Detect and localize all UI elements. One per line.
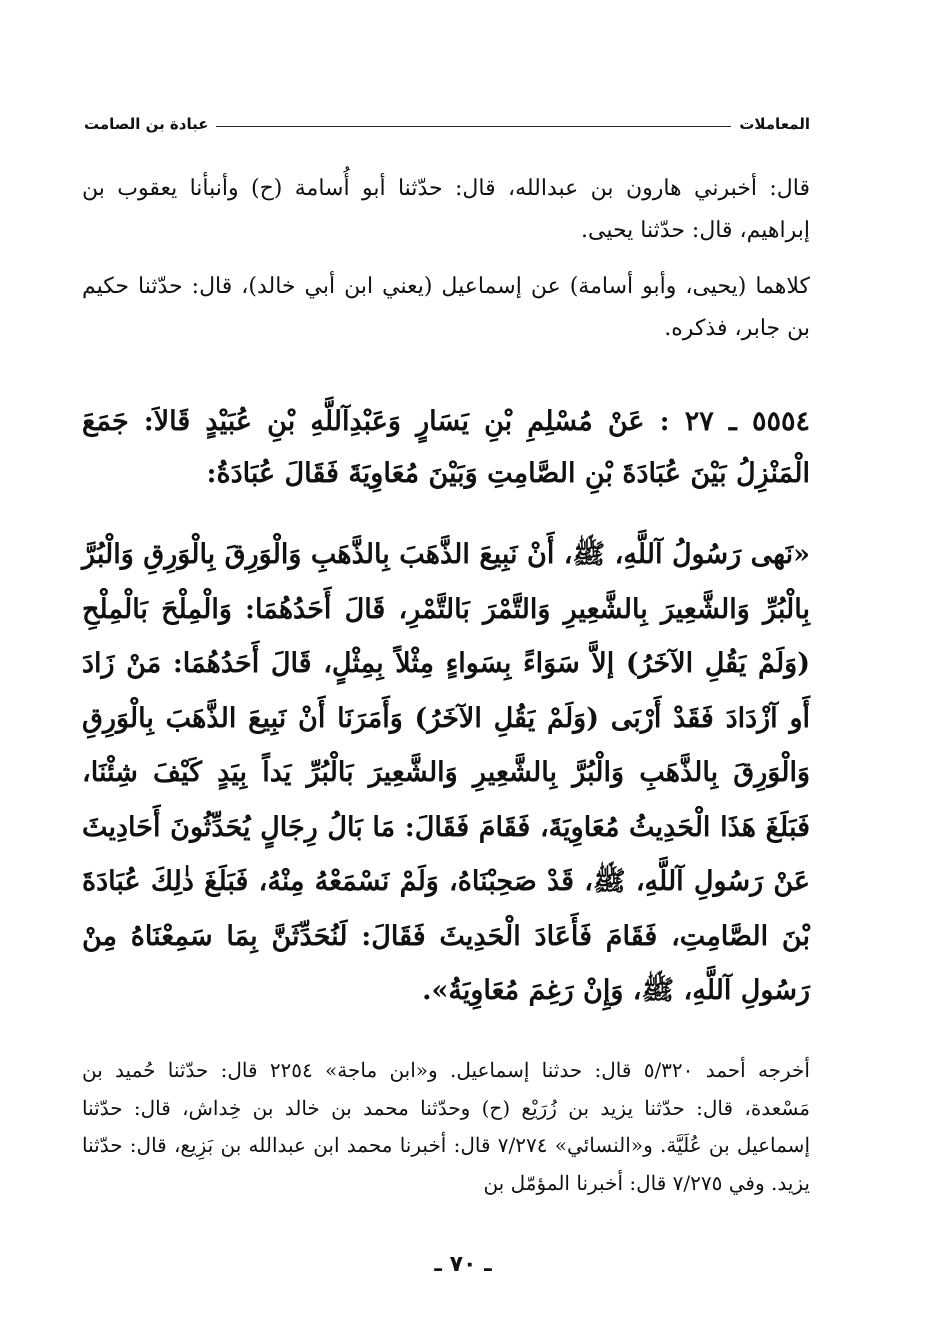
isnad-paragraph-1: قال: أخبرني هارون بن عبدالله، قال: حدّثنا أبو أُسامة (ح) وأنبأنا يعقوب بن إبراهيم، قال: حدّثنا يحيى. — [82, 176, 810, 243]
hadith-heading: ٥٥٥٤ ـ ٢٧ : عَنْ مُسْلِمِ بْنِ يَسَارٍ وَعَبْدِآللَّهِ بْنِ عُبَيْدٍ قَالاَ: جَمَعَ الْمَنْزِلُ بَيْنَ عُبَادَةَ بْنِ الصَّامِتِ وَبَيْنَ مُعَاوِيَةَ فَقَالَ عُبَادَةُ: — [82, 406, 810, 489]
hadith-text: «نَهى رَسُولُ آللَّهِ، ﷺ، أَنْ نَبِيعَ الذَّهَبَ بِالذَّهَبِ وَالْوَرِقَ بِالْوَرِقِ وَالْبُرَّ بِالْبُرِّ وَالشَّعِيرَ بِالشَّعِيرِ وَالتَّمْرَ بَالتَّمْرِ، قَالَ أَحَدُهُمَا: وَالْمِلْحَ بَالْمِلْحِ (وَلَمْ يَقُلِ الآخَرُ) إلاَّ سَوَاءً بِسَواءٍ مِثْلاً بِمِثْلٍ، قَالَ أَحَدُهُمَا: مَنْ زَادَ أَو آزْدَادَ فَقَدْ أَرْبَى (وَلَمْ يَقُلِ الآخَرُ) وَأَمَرَنَا أَنْ نَبِيعَ الذَّهَبَ بِالْوَرِقِ وَالْوَرِقَ بِالذَّهَبِ وَالْبُرَّ بِالشَّعِيرِ وَالشَّعِيرَ بَالْبُرِّ يَداً بِيَدٍ كَيْفَ شِئْنَا، فَبَلَغَ هَذَا الْحَدِيثُ مُعَاوِيَةَ، فَقَامَ فَقَالَ: مَا بَالُ رِجَالٍ يُحَدِّثُونَ أَحَادِيثَ عَنْ رَسُولِ آللَّهِ، ﷺ، قَدْ صَحِبْنَاهُ، وَلَمْ نَسْمَعْهُ مِنْهُ، فَبَلَغَ ذٰلِكَ عُبَادَةَ بْنَ الصَّامِتِ، فَقَامَ فَأَعَادَ الْحَدِيثَ فَقَالَ: لَنُحَدِّثَنَّ بِمَا سَمِعْنَاهُ مِنْ رَسُولِ آللَّهِ، ﷺ، وَإِنْ رَغِمَ مُعَاوِيَةُ». — [82, 539, 810, 1006]
header-rule — [216, 126, 731, 127]
page-number: ـ ٧٠ ـ — [434, 1252, 492, 1277]
takhrij-footnote: أخرجه أحمد ٥/٣٢٠ قال: حدثنا إسماعيل. و«ابن ماجة» ٢٢٥٤ قال: حدّثنا حُميد بن مَسْعدة، قال: حدّثنا يزيد بن زُرَيْع (ح) وحدّثنا محمد بن خالد بن خِداش، قال: حدّثنا إسماعيل بن عُلَيَّة. و«النسائي» ٧/٢٧٤ قال: أخبرنا محمد ابن عبدالله بن بَزِيع، قال: حدّثنا يزيد. وفي ٧/٢٧٥ قال: أخبرنا المؤمّل بن — [82, 1058, 810, 1195]
isnad-paragraph-2: كلاهما (يحيى، وأبو أسامة) عن إسماعيل (يعني ابن أبي خالد)، قال: حدّثنا حكيم بن جابر، فذكره. — [82, 274, 810, 341]
running-header — [84, 112, 810, 136]
header-section-title: المعاملات — [739, 115, 810, 133]
header-chapter-title: عبادة بن الصامت — [84, 115, 209, 133]
